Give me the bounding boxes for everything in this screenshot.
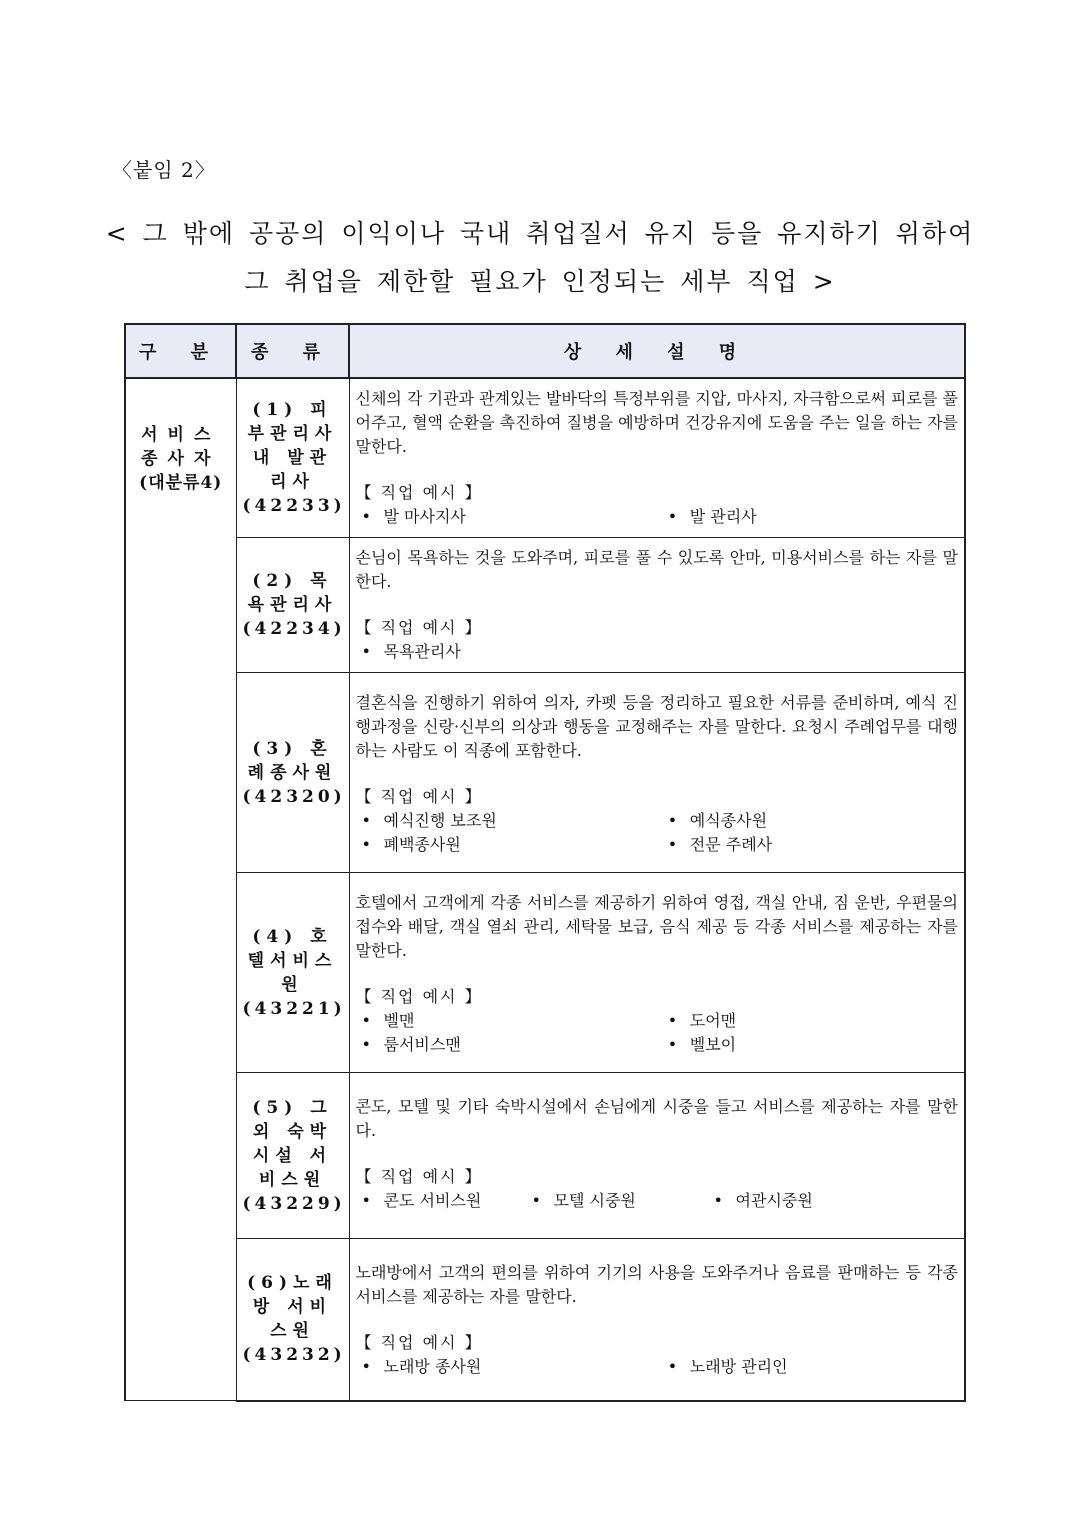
- kind-cell: [236, 538, 349, 673]
- document-title-line-1: < 그 밖에 공공의 이익이나 국내 취업질서 유지 등을 유지하기 위하여: [105, 219, 975, 248]
- description-text: 결혼식을 진행하기 위하여 의자, 카펫 등을 정리하고 필요한 서류를 준비하며, 예식 진행과정을 신랑·신부의 의상과 행동을 교정해주는 자를 말한다. 요청시 주례업무를 대행하는 사람도 이 직종에 포함한다.: [355, 693, 958, 760]
- description-cell: [349, 1073, 965, 1239]
- kind-cell: [236, 673, 349, 873]
- kind-code: (43232): [242, 1345, 346, 1366]
- attachment-label: 〈붙임 2〉: [112, 158, 216, 182]
- example-list: [356, 1189, 959, 1213]
- kind-cell: [236, 378, 349, 538]
- example-item: • 예식진행 보조원: [356, 809, 652, 833]
- kind-cell: [236, 873, 349, 1073]
- occupation-table: [124, 323, 966, 1402]
- example-item: • 목욕관리사: [356, 640, 652, 664]
- example-item: • 예식종사원: [662, 809, 958, 833]
- example-item: • 폐백종사원: [356, 833, 652, 857]
- example-item: • 발 관리사: [662, 505, 958, 529]
- kind-name: (2) 목욕관리사: [247, 571, 338, 615]
- header-kind: 종 류: [236, 324, 349, 378]
- example-list: [356, 640, 959, 664]
- kind-code: (42320): [242, 786, 346, 807]
- example-heading: 【 직업 예시 】: [355, 618, 483, 637]
- table-row: [125, 873, 965, 1073]
- kind-code: (43221): [242, 998, 346, 1019]
- description-cell: [349, 378, 965, 538]
- example-item: • 전문 주례사: [662, 833, 958, 857]
- example-list: [356, 505, 959, 529]
- kind-name: (5) 그 외 숙박시설 서비스원: [252, 1097, 333, 1190]
- kind-cell: [236, 1073, 349, 1239]
- kind-name: (6)노래방 서비스원: [247, 1273, 338, 1342]
- example-heading: 【 직업 예시 】: [355, 987, 483, 1006]
- table-row: [125, 1239, 965, 1401]
- table-row: [125, 1073, 965, 1239]
- kind-name: (1) 피부관리사 내 발관리사: [247, 400, 338, 492]
- example-item: • 룸서비스맨: [356, 1033, 652, 1057]
- description-cell: [349, 673, 965, 873]
- example-item: • 여관시중원: [708, 1189, 959, 1213]
- example-item: • 노래방 관리인: [662, 1355, 958, 1379]
- document-title-line-2: 그 취업을 제한할 필요가 인정되는 세부 직업 >: [244, 267, 836, 296]
- category-code: (대분류4): [139, 473, 223, 493]
- example-item: • 모텔 시중원: [526, 1189, 698, 1213]
- example-list: [356, 1009, 959, 1057]
- example-item: • 벨맨: [356, 1009, 652, 1033]
- example-heading: 【 직업 예시 】: [355, 1333, 483, 1352]
- category-name: 서비스 종사자: [141, 425, 221, 469]
- description-cell: [349, 1239, 965, 1401]
- kind-code: (43229): [242, 1193, 346, 1214]
- kind-code: (42233): [242, 496, 346, 516]
- example-heading: 【 직업 예시 】: [355, 483, 483, 502]
- kind-cell: [236, 1239, 349, 1401]
- description-text: 호텔에서 고객에게 각종 서비스를 제공하기 위하여 영접, 객실 안내, 짐 운반, 우편물의 접수와 배달, 객실 열쇠 관리, 세탁물 보급, 음식 제공 등 각종 서비스를 제공하는 자를 말한다.: [355, 893, 958, 960]
- example-list: [356, 809, 959, 857]
- table-row: [125, 538, 965, 673]
- table-row: [125, 378, 965, 538]
- table-row: [125, 673, 965, 873]
- description-text: 콘도, 모텔 및 기타 숙박시설에서 손님에게 시중을 들고 서비스를 제공하는 자를 말한다.: [355, 1097, 958, 1140]
- example-item: • 발 마사지사: [356, 505, 652, 529]
- table-header-row: [125, 324, 965, 378]
- category-cell: [125, 378, 236, 1401]
- example-item: • 벨보이: [662, 1033, 958, 1057]
- example-heading: 【 직업 예시 】: [355, 1167, 483, 1186]
- example-item: • 콘도 서비스원: [356, 1189, 516, 1213]
- kind-code: (42234): [242, 619, 346, 639]
- header-category: 구 분: [125, 324, 236, 378]
- description-text: 신체의 각 기관과 관계있는 발바닥의 특정부위를 지압, 마사지, 자극함으로써 피로를 풀어주고, 혈액 순환을 촉진하여 질병을 예방하며 건강유지에 도움을 주는 일을 하는 자를 말한다.: [355, 389, 958, 456]
- kind-name: (4) 호텔서비스원: [247, 926, 338, 995]
- occupation-table-container: [124, 323, 964, 1402]
- example-item: • 노래방 종사원: [356, 1355, 652, 1379]
- kind-name: (3) 혼례종사원: [247, 738, 338, 783]
- header-detail: 상 세 설 명: [349, 324, 965, 378]
- example-list: [356, 1355, 959, 1379]
- example-item: • 도어맨: [662, 1009, 958, 1033]
- description-text: 손님이 목욕하는 것을 도와주며, 피로를 풀 수 있도록 안마, 미용서비스를 하는 자를 말한다.: [355, 548, 958, 591]
- description-text: 노래방에서 고객의 편의를 위하여 기기의 사용을 도와주거나 음료를 판매하는 등 각종 서비스를 제공하는 자를 말한다.: [355, 1263, 958, 1306]
- description-cell: [349, 873, 965, 1073]
- example-heading: 【 직업 예시 】: [355, 787, 483, 806]
- description-cell: [349, 538, 965, 673]
